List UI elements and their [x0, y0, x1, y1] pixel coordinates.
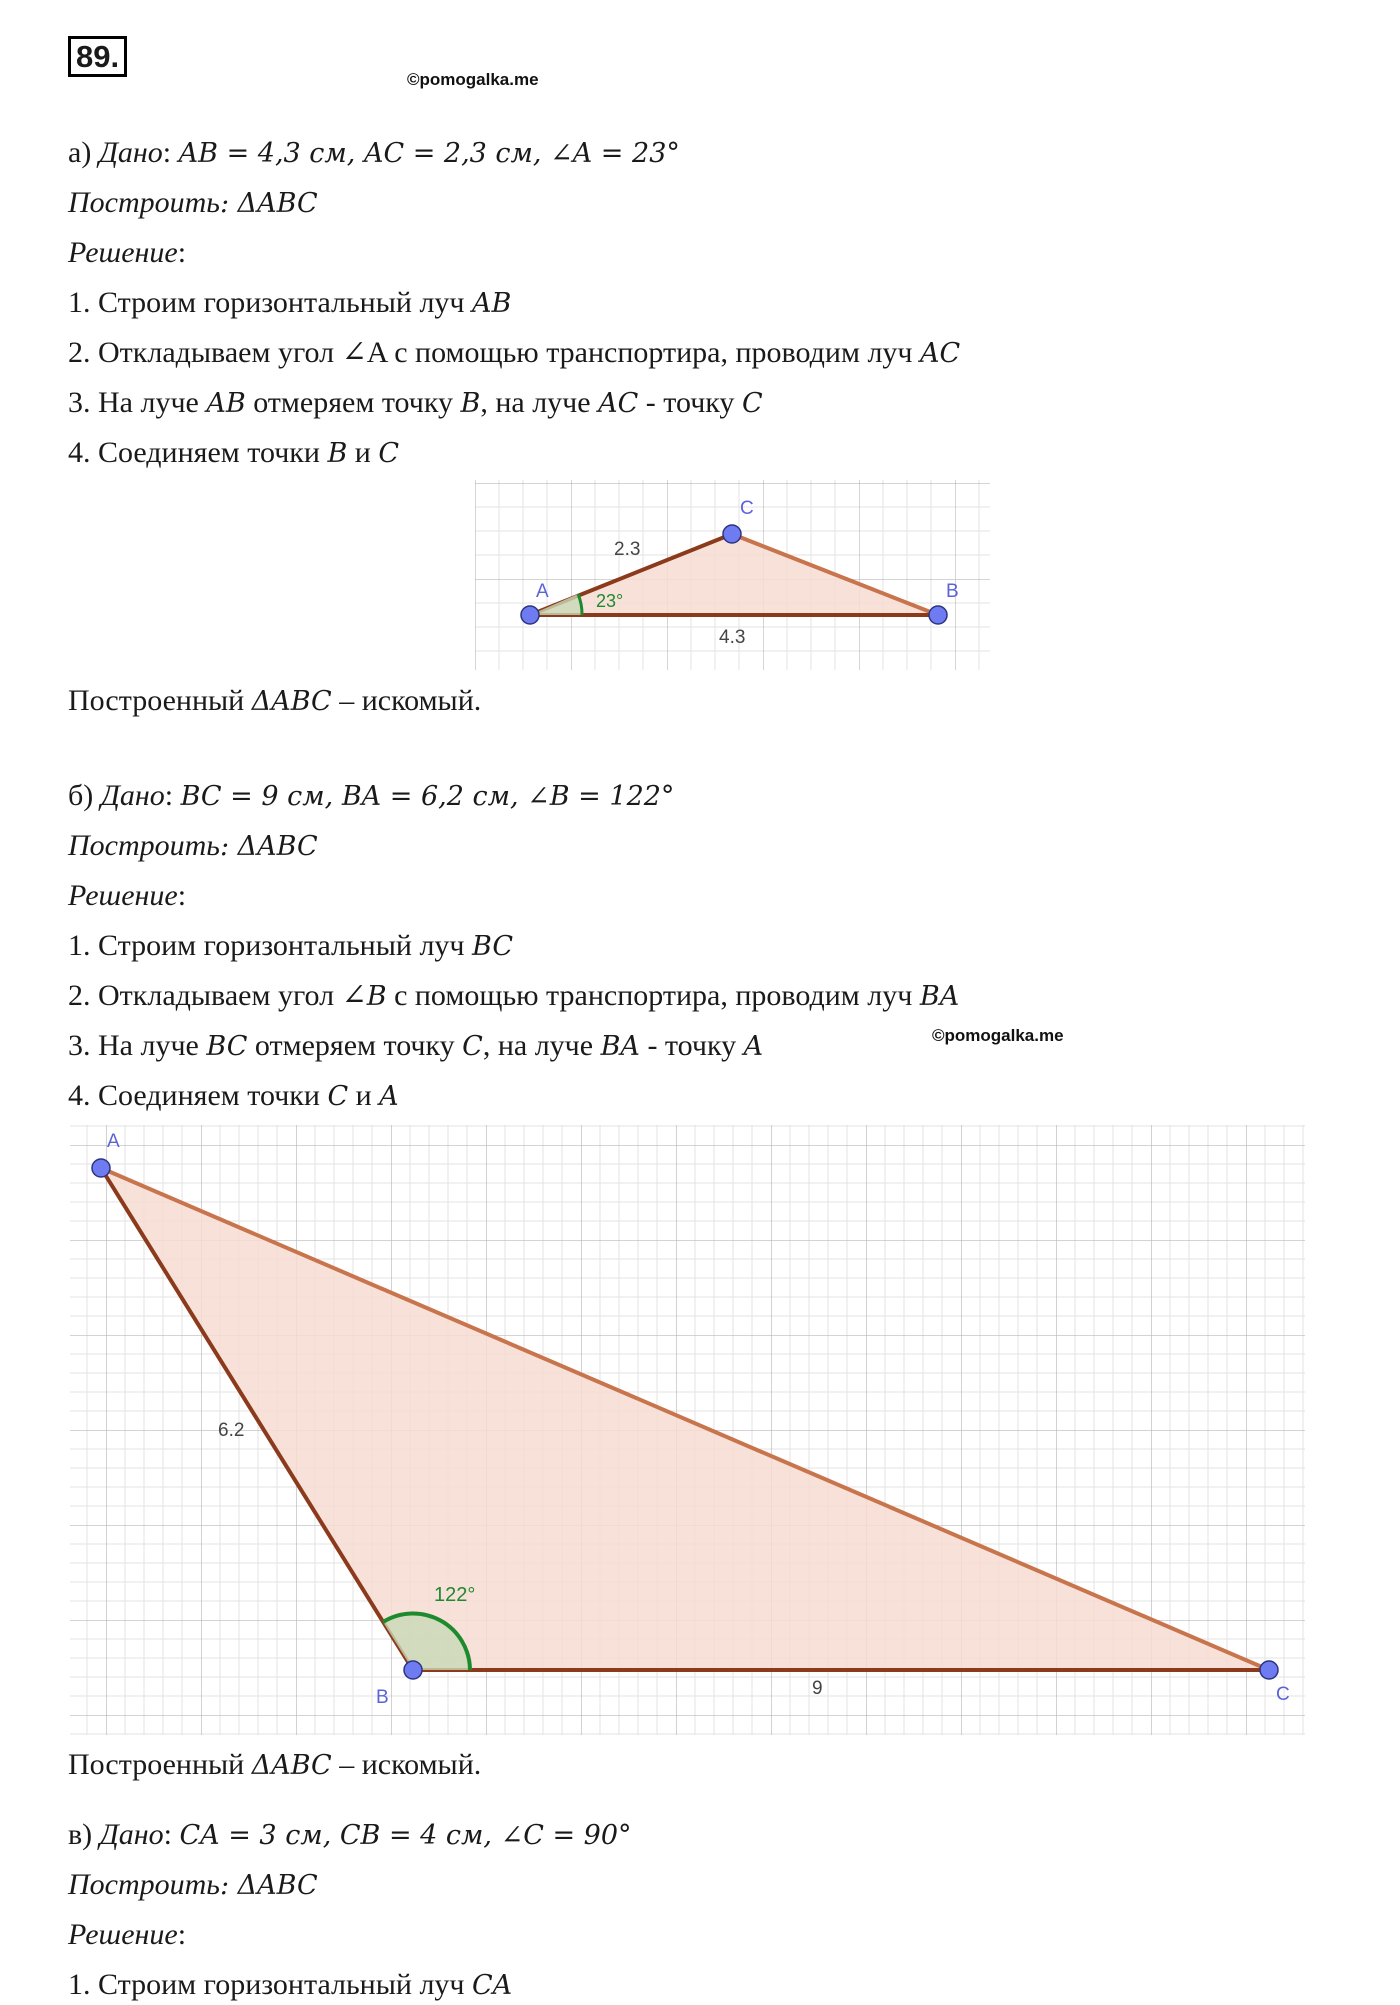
side-bc-label: 9: [812, 1678, 823, 1699]
figure-b-canvas: [70, 1125, 1305, 1735]
vertex-a-label: A: [536, 581, 549, 602]
side-ba-label: 6.2: [218, 1420, 245, 1441]
part-b-step-3: 3. На луче BC отмеряем точку C, на луче BA - точку A: [68, 1029, 764, 1062]
problem-number: 89.: [68, 36, 127, 77]
watermark: ©pomogalka.me: [932, 1026, 1064, 1045]
part-b-step-1: 1. Строим горизонтальный луч BC: [68, 929, 514, 962]
side-ac-label: 2.3: [614, 539, 641, 560]
vertex-b-label: B: [946, 581, 959, 602]
build-word: Построить: [68, 186, 220, 219]
part-b-step-4: 4. Соединяем точки C и A: [68, 1079, 399, 1112]
vertex-c-label: C: [1276, 1684, 1290, 1705]
part-c-step-1: 1. Строим горизонтальный луч CA: [68, 1968, 513, 2001]
given-expression: CA = 3 см, CB = 4 см, ∠C = 90°: [179, 1820, 632, 1851]
part-c-solution-heading: Решение:: [68, 1918, 187, 1951]
build-expression: : ΔABC: [219, 1870, 318, 1901]
part-c-build: [68, 1867, 318, 1904]
angle-b-label: 122°: [434, 1584, 476, 1606]
point-a: [521, 606, 539, 624]
build-expression: : ΔABC: [219, 188, 318, 219]
part-a-solution-heading: Решение:: [68, 236, 187, 269]
figure-a: [475, 480, 990, 670]
point-b: [404, 1661, 422, 1679]
part-b-step-2: 2. Откладываем угол ∠B с помощью транспортира, проводим луч BA: [68, 979, 960, 1012]
build-expression: : ΔABC: [219, 831, 318, 862]
build-word: Построить: [68, 1868, 220, 1901]
figure-a-canvas: [475, 480, 990, 670]
part-b-given: б) Дано: BC = 9 см, BA = 6,2 см, ∠B = 122°: [68, 779, 675, 812]
part-c-given: в) Дано: CA = 3 см, CB = 4 см, ∠C = 90°: [68, 1818, 632, 1851]
given-word: Дано: [99, 1818, 164, 1851]
given-word: Дано: [98, 136, 163, 169]
part-a-build: [68, 185, 318, 222]
part-b-build: [68, 828, 318, 865]
angle-a-label: 23°: [596, 591, 624, 611]
build-word: Построить: [68, 829, 220, 862]
part-b-conclusion: Построенный ΔABC – искомый.: [68, 1748, 482, 1781]
given-expression: BC = 9 см, BA = 6,2 см, ∠B = 122°: [180, 781, 675, 812]
part-a-step-2: 2. Откладываем угол ∠A с помощью транспортира, проводим луч AC: [68, 336, 961, 369]
watermark: ©pomogalka.me: [407, 70, 539, 89]
point-a: [92, 1159, 110, 1177]
solution-word: Решение: [68, 1918, 178, 1951]
part-a-conclusion: Построенный ΔABC – искомый.: [68, 684, 482, 717]
vertex-c-label: C: [740, 498, 754, 519]
solution-word: Решение: [68, 879, 178, 912]
vertex-b-label: B: [376, 1687, 389, 1708]
given-word: Дано: [100, 779, 165, 812]
figure-b: [70, 1125, 1305, 1735]
part-a-step-1: 1. Строим горизонтальный луч AB: [68, 286, 512, 319]
part-a-given: а) Дано: AB = 4,3 см, AC = 2,3 см, ∠A = 23°: [68, 136, 680, 169]
point-c: [723, 525, 741, 543]
given-expression: AB = 4,3 см, AC = 2,3 см, ∠A = 23°: [178, 138, 680, 169]
part-a-step-4: 4. Соединяем точки B и C: [68, 436, 400, 469]
side-ab-label: 4.3: [719, 627, 746, 648]
point-b: [929, 606, 947, 624]
part-a-step-3: 3. На луче AB отмеряем точку B, на луче AC - точку C: [68, 386, 763, 419]
vertex-a-label: A: [107, 1131, 120, 1152]
part-b-solution-heading: Решение:: [68, 879, 187, 912]
point-c: [1260, 1661, 1278, 1679]
solution-word: Решение: [68, 236, 178, 269]
